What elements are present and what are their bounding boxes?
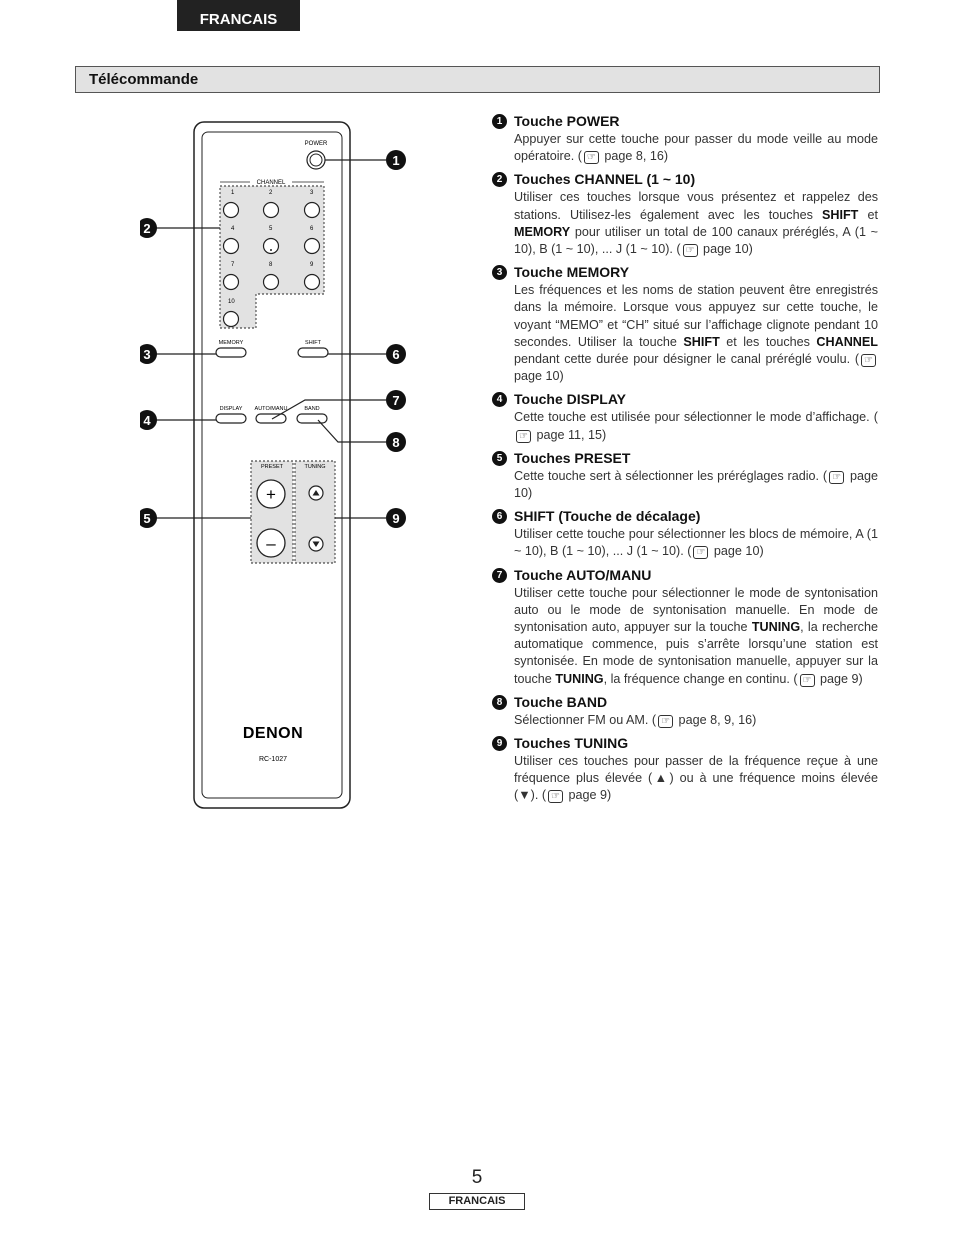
- bold-term: SHIFT: [821, 207, 859, 222]
- channel-3-button[interactable]: [305, 203, 320, 218]
- text-run: Appuyer sur cette touche pour passer du mode veille au mode opératoire. (: [514, 132, 878, 164]
- callout-number-5: 5: [143, 511, 151, 526]
- text-run: page 8, 9, 16): [675, 712, 757, 727]
- channel-4-button[interactable]: [224, 239, 239, 254]
- callout-number-2: 2: [143, 221, 151, 236]
- item-description: [514, 526, 878, 560]
- item-title: SHIFT (Touche de décalage): [514, 508, 701, 525]
- power-button-inner: [310, 154, 322, 166]
- channel-number-10: 10: [228, 299, 235, 305]
- item-description: [514, 585, 878, 688]
- automanu-button[interactable]: [256, 414, 286, 423]
- channel-7-button[interactable]: [224, 275, 239, 290]
- callout-number-6: 6: [392, 347, 400, 362]
- bold-term: TUNING: [555, 671, 604, 686]
- item-number-badge: 1: [492, 114, 507, 129]
- item-number-badge: 6: [492, 509, 507, 524]
- item-description: [514, 189, 878, 258]
- channel-number-1: 1: [231, 190, 235, 196]
- preset-minus-symbol: –: [266, 534, 276, 553]
- section-header: [75, 66, 880, 93]
- item-title: Touche DISPLAY: [514, 391, 627, 408]
- channel-label: CHANNEL: [256, 180, 286, 186]
- callout-number-4: 4: [143, 413, 151, 428]
- power-label: POWER: [304, 141, 328, 147]
- item-number-badge: 8: [492, 695, 507, 710]
- description-heading: [492, 449, 878, 468]
- memory-label: MEMORY: [218, 340, 244, 346]
- text-run: Utiliser cette touche pour sélectionner les blocs de mémoire, A (1 ~ 10), B (1 ~ 10), ... J (1 ~ 10). (: [514, 527, 878, 559]
- page-number: 5: [471, 1167, 483, 1188]
- channel-5-dot: [270, 249, 272, 251]
- item-description: [514, 712, 878, 729]
- item-number-badge: 4: [492, 392, 507, 407]
- channel-number-4: 4: [231, 226, 235, 232]
- text-run: page 10): [699, 242, 753, 257]
- channel-10-button[interactable]: [224, 312, 239, 327]
- page-reference-icon: ☞: [829, 471, 844, 484]
- callout-number-8: 8: [392, 435, 400, 450]
- item-number-badge: 5: [492, 451, 507, 466]
- channel-number-3: 3: [310, 190, 314, 196]
- item-number-badge: 3: [492, 265, 507, 280]
- description-item: [492, 170, 878, 258]
- shift-label: SHIFT: [305, 340, 321, 346]
- channel-number-8: 8: [269, 262, 273, 268]
- text-run: Cette touche est utilisée pour sélectionner le mode d’affichage. (: [514, 410, 878, 425]
- button-descriptions: [492, 112, 878, 810]
- bold-term: MEMORY: [514, 224, 571, 239]
- description-heading: [492, 170, 878, 189]
- preset-plus-symbol: +: [266, 485, 276, 504]
- description-item: [492, 507, 878, 560]
- text-run: Sélectionner FM ou AM. (: [514, 712, 657, 727]
- text-run: pendant cette durée pour désigner le canal préréglé voulu. (: [514, 352, 860, 367]
- item-number-badge: 7: [492, 568, 507, 583]
- tuning-label: TUNING: [304, 464, 326, 470]
- item-title: Touches CHANNEL (1 ~ 10): [514, 171, 696, 188]
- callout-number-1: 1: [392, 153, 400, 168]
- description-item: [492, 693, 878, 729]
- band-button[interactable]: [297, 414, 327, 423]
- description-item: [492, 390, 878, 443]
- text-run: , la fréquence change en continu. (: [603, 671, 798, 686]
- automanu-label: AUTO/MANU: [254, 406, 288, 412]
- callout-number-9: 9: [392, 511, 400, 526]
- memory-button[interactable]: [216, 348, 246, 357]
- description-item: [492, 112, 878, 165]
- channel-6-button[interactable]: [305, 239, 320, 254]
- page-reference-icon: ☞: [658, 715, 673, 728]
- text-run: page 9): [565, 788, 612, 803]
- item-title: Touche AUTO/MANU: [514, 566, 652, 583]
- band-label: BAND: [304, 406, 320, 412]
- page-reference-icon: ☞: [800, 674, 815, 687]
- description-item: [492, 734, 878, 805]
- item-description: [514, 409, 878, 443]
- brand-logo: DENON: [242, 725, 304, 742]
- shift-button[interactable]: [298, 348, 328, 357]
- description-item: [492, 263, 878, 385]
- channel-number-5: 5: [269, 226, 273, 232]
- channel-number-7: 7: [231, 262, 235, 268]
- item-number-badge: 9: [492, 736, 507, 751]
- callout-number-3: 3: [143, 347, 151, 362]
- text-run: Utiliser ces touches lorsque vous présentez et rappelez des stations. Utilisez-les également avec les touches: [514, 190, 878, 222]
- text-run: , la recherche automatique commence, puis s’arrête lorsqu’une station est syntonisée. En mode de syntonisation manuelle, appuyer sur la touche: [514, 620, 878, 686]
- display-label: DISPLAY: [219, 406, 243, 412]
- callout-number-7: 7: [392, 393, 400, 408]
- description-heading: [492, 263, 878, 282]
- description-heading: [492, 693, 878, 712]
- description-item: [492, 566, 878, 688]
- page-reference-icon: ☞: [861, 354, 876, 367]
- page-reference-icon: ☞: [683, 244, 698, 257]
- channel-8-button[interactable]: [264, 275, 279, 290]
- section-title: Télécommande: [89, 71, 199, 88]
- item-description: [514, 468, 878, 502]
- language-tab-label: FRANCAIS: [199, 11, 278, 28]
- channel-9-button[interactable]: [305, 275, 320, 290]
- description-heading: [492, 390, 878, 409]
- item-title: Touches TUNING: [514, 735, 629, 752]
- item-title: Touche BAND: [514, 693, 608, 710]
- item-title: Touches PRESET: [514, 449, 631, 466]
- text-run: Cette touche sert à sélectionner les préréglages radio. (: [514, 468, 828, 483]
- description-heading: [492, 734, 878, 753]
- item-title: Touche MEMORY: [514, 264, 630, 281]
- page-reference-icon: ☞: [548, 790, 563, 803]
- channel-number-6: 6: [310, 226, 314, 232]
- item-description: [514, 131, 878, 165]
- text-run: Utiliser ces touches pour passer de la fréquence reçue à une fréquence plus élevée (▲) ou à une fréquence moins élevée (▼). (: [514, 754, 878, 803]
- bold-term: SHIFT: [683, 334, 720, 349]
- item-number-badge: 2: [492, 172, 507, 187]
- description-heading: [492, 566, 878, 585]
- description-heading: [492, 112, 878, 131]
- remote-diagram: [140, 118, 460, 818]
- channel-number-2: 2: [269, 190, 273, 196]
- channel-1-button[interactable]: [224, 203, 239, 218]
- channel-2-button[interactable]: [264, 203, 279, 218]
- text-run: et les touches: [719, 334, 817, 349]
- text-run: et: [858, 207, 878, 222]
- text-run: page 10): [514, 468, 879, 501]
- item-description: [514, 282, 878, 385]
- model-label: RC-1027: [258, 756, 288, 763]
- item-title: Touche POWER: [514, 113, 620, 129]
- page-reference-icon: ☞: [693, 546, 708, 559]
- item-description: [514, 753, 878, 805]
- text-run: page 9): [816, 671, 863, 686]
- text-run: page 8, 16): [600, 149, 669, 164]
- channel-5-button[interactable]: [264, 239, 279, 254]
- text-run: page 10): [710, 544, 764, 559]
- page-reference-icon: ☞: [516, 430, 531, 443]
- page-reference-icon: ☞: [584, 151, 599, 164]
- footer-language: FRANCAIS: [429, 1193, 525, 1210]
- bold-term: TUNING: [751, 620, 801, 635]
- description-item: [492, 449, 878, 502]
- preset-label: PRESET: [260, 464, 284, 470]
- text-run: pour utiliser un total de 100 canaux préréglés, A (1 ~ 10), B (1 ~ 10), ... J (1 ~ 10). (: [514, 224, 878, 257]
- description-heading: [492, 507, 878, 526]
- display-button[interactable]: [216, 414, 246, 423]
- text-run: page 10): [514, 369, 564, 384]
- text-run: page 11, 15): [532, 427, 607, 442]
- text-run: Utiliser cette touche pour sélectionner le mode de syntonisation auto ou le mode de syntonisation manuelle. En mode de syntonisation auto, appuyer sur la touche: [514, 585, 878, 635]
- language-tab: [177, 0, 300, 31]
- text-run: Les fréquences et les noms de station peuvent être enregistrés dans la mémoire. Lorsque vous appuyez sur cette touche, le voyant “MEMO” et “CH” situé sur l’affichage clignote pendant 10 secondes. Utiliser la touche: [514, 283, 878, 349]
- channel-number-9: 9: [310, 262, 314, 268]
- bold-term: CHANNEL: [816, 334, 878, 349]
